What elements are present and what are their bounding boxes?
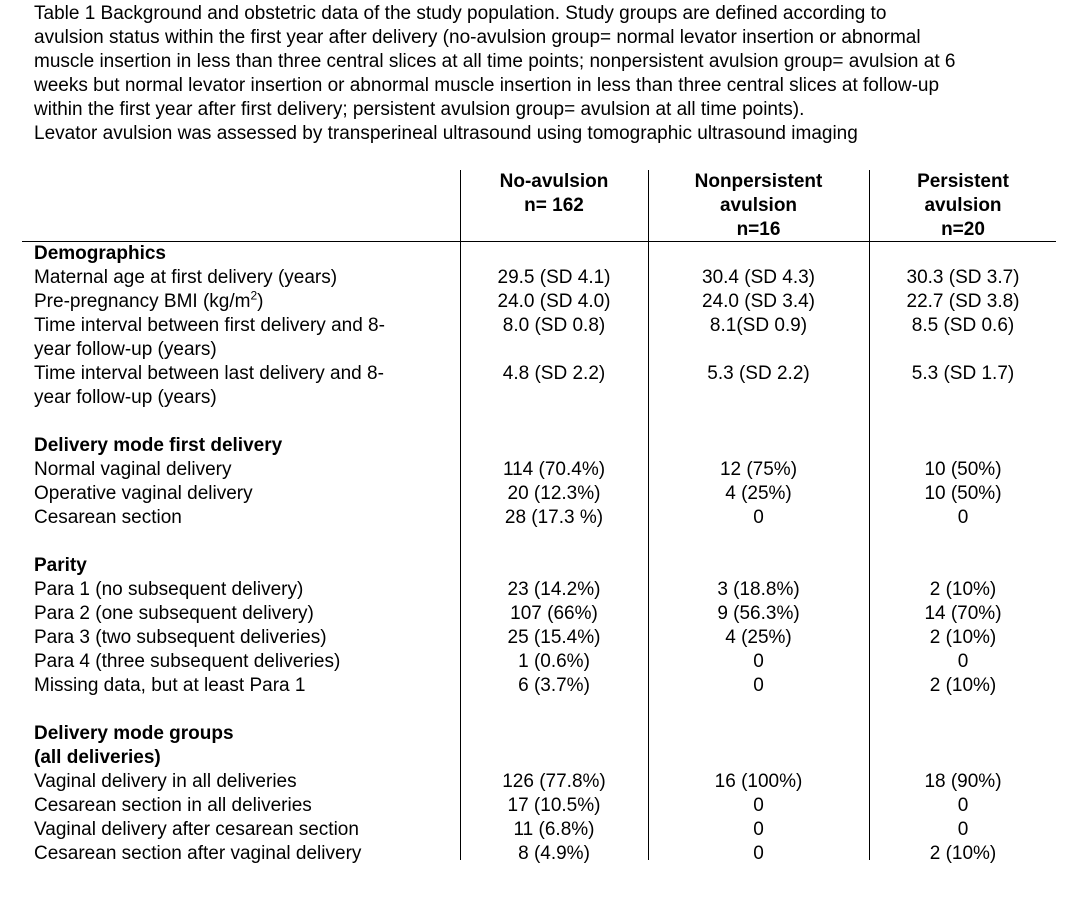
caption-line: Levator avulsion was assessed by transperineal ultrasound using tomographic ultrasound imaging (34, 123, 858, 144)
table-cell: 12 (75%) (719, 459, 798, 480)
table-cell: 8 (4.9%) (518, 843, 590, 864)
superscript: 2 (250, 288, 258, 303)
table-cell: 0 (957, 651, 969, 672)
caption-line: Table 1 Background and obstetric data of the study population. Study groups are defined according to (34, 3, 887, 24)
section-heading: Delivery mode groups (34, 723, 234, 744)
table-cell: 4.8 (SD 2.2) (502, 363, 606, 384)
table-cell: 9 (56.3%) (717, 603, 800, 624)
table-cell: 1 (0.6%) (518, 651, 590, 672)
row-label: Cesarean section after vaginal delivery (34, 843, 362, 864)
column-header-nonpersistent: Nonpersistent avulsion n=16 (694, 171, 823, 240)
row-label: Vaginal delivery after cesarean section (34, 819, 359, 840)
row-label: Para 3 (two subsequent deliveries) (34, 627, 327, 648)
table-cell: 30.3 (SD 3.7) (906, 267, 1020, 288)
caption-line: avulsion status within the first year after delivery (no-avulsion group= normal levator insertion or abnormal (34, 27, 921, 48)
section-heading: Delivery mode first delivery (34, 435, 283, 456)
table-cell: 30.4 (SD 4.3) (702, 267, 815, 288)
table-cell: 20 (12.3%) (507, 483, 601, 504)
table-cell: 114 (70.4%) (502, 459, 606, 480)
section-heading: Parity (34, 555, 87, 576)
table-cell: 2 (10%) (929, 627, 997, 648)
table-cell: 24.0 (SD 3.4) (702, 291, 815, 312)
row-label: Time interval between last delivery and 8- (34, 363, 384, 384)
table-cell: 29.5 (SD 4.1) (497, 267, 611, 288)
column-header-persistent: Persistent avulsion n=20 (917, 171, 1009, 240)
section-heading: (all deliveries) (34, 747, 161, 768)
table-cell: 0 (753, 507, 764, 528)
table-cell: 3 (18.8%) (717, 579, 800, 600)
table-cell: 2 (10%) (929, 579, 997, 600)
table-cell: 0 (957, 819, 969, 840)
table-cell: 14 (70%) (924, 603, 1002, 624)
table-cell: 5.3 (SD 2.2) (707, 363, 810, 384)
table-cell: 8.0 (SD 0.8) (502, 315, 606, 336)
table-cell: 18 (90%) (924, 771, 1002, 792)
row-label: Vaginal delivery in all deliveries (34, 771, 297, 792)
table-cell: 0 (753, 795, 764, 816)
row-label: Maternal age at first delivery (years) (34, 267, 338, 288)
table-cell: 22.7 (SD 3.8) (906, 291, 1020, 312)
row-label: Para 1 (no subsequent delivery) (34, 579, 304, 600)
row-label: Normal vaginal delivery (34, 459, 232, 480)
table-cell: 25 (15.4%) (507, 627, 601, 648)
table-cell: 126 (77.8%) (502, 771, 606, 792)
row-label: Para 2 (one subsequent delivery) (34, 603, 314, 624)
table-cell: 2 (10%) (929, 843, 997, 864)
table-cell: 4 (25%) (725, 483, 792, 504)
row-label: Cesarean section in all deliveries (34, 795, 312, 816)
row-label: Cesarean section (34, 507, 182, 528)
table-cell: 0 (753, 843, 764, 864)
table-cell: 8.5 (SD 0.6) (911, 315, 1015, 336)
table-cell: 4 (25%) (725, 627, 792, 648)
table-cell: 24.0 (SD 4.0) (497, 291, 611, 312)
caption-line: muscle insertion in less than three central slices at all time points; nonpersistent avulsion group= avulsion at 6 (34, 51, 956, 72)
table-cell: 17 (10.5%) (507, 795, 601, 816)
table-cell: 10 (50%) (924, 459, 1002, 480)
table-cell: 0 (957, 507, 969, 528)
row-label: Operative vaginal delivery (34, 483, 253, 504)
row-label: Para 4 (three subsequent deliveries) (34, 651, 341, 672)
table-cell: 5.3 (SD 1.7) (911, 363, 1015, 384)
table-cell: 16 (100%) (714, 771, 803, 792)
table-cell: 8.1(SD 0.9) (709, 315, 808, 336)
section-heading: Demographics (34, 243, 166, 264)
table-cell: 0 (957, 795, 969, 816)
table-cell: 10 (50%) (924, 483, 1002, 504)
table-cell: 11 (6.8%) (513, 819, 595, 840)
table-cell: 28 (17.3 %) (504, 507, 604, 528)
table-cell: 0 (753, 675, 764, 696)
table-cell: 0 (753, 819, 764, 840)
row-label: year follow-up (years) (34, 339, 217, 360)
row-label: year follow-up (years) (34, 387, 217, 408)
column-header-no-avulsion: No-avulsion n= 162 (499, 171, 609, 216)
table-cell: 6 (3.7%) (518, 675, 590, 696)
caption-line: within the first year after first delivery; persistent avulsion group= avulsion at all time points). (34, 99, 805, 120)
row-label: Pre-pregnancy BMI $(kg/m^2)$ (34, 288, 264, 312)
caption-line: weeks but normal levator insertion or abnormal muscle insertion in less than three central slices at follow-up (34, 75, 940, 96)
row-label: Time interval between first delivery and 8- (34, 315, 385, 336)
table-cell: 0 (753, 651, 764, 672)
row-label: Missing data, but at least Para 1 (34, 675, 306, 696)
table-cell: 107 (66%) (510, 603, 598, 624)
table-caption (34, 2, 1054, 146)
table-cell: 23 (14.2%) (507, 579, 601, 600)
table-cell: 2 (10%) (929, 675, 997, 696)
